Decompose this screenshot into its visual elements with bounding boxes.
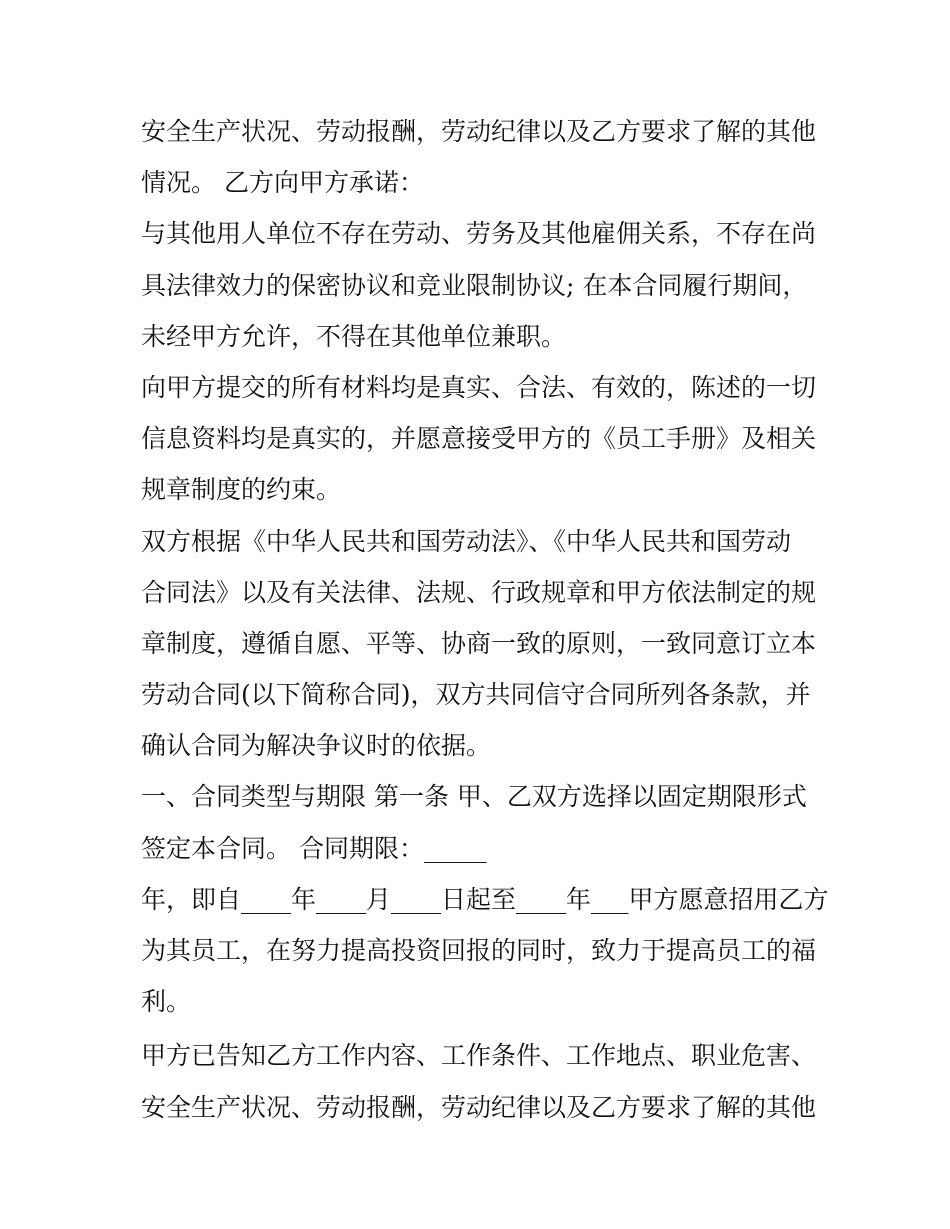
text-line: 合同法》以及有关法律、法规、行政规章和甲方依法制定的规 [141,577,817,607]
text-line: 安全生产状况、劳动报酬，劳动纪律以及乙方要求了解的其他 [141,1092,817,1122]
text-line: 安全生产状况、劳动报酬，劳动纪律以及乙方要求了解的其他 [141,117,817,146]
text-line: 确认合同为解决争议时的依据。 [141,731,492,761]
text-line: 与其他用人单位不存在劳动、劳务及其他雇佣关系，不存在尚 [141,219,817,249]
text-line: 规章制度的约束。 [141,475,342,505]
text-line: 签定本合同。 合同期限：_____ [141,833,487,863]
text-line: 双方根据《中华人民共和国劳动法》、《中华人民共和国劳动 [141,526,792,556]
text-line: 章制度，遵循自愿、平等、协商一致的原则，一致同意订立本 [141,628,817,658]
text-line: 劳动合同(以下简称合同)，双方共同信守合同所列各条款，并 [141,680,811,710]
text-line: 为其员工，在努力提高投资回报的同时，致力于提高员工的福 [141,936,817,965]
text-line: 未经甲方允许，不得在其他单位兼职。 [141,321,567,351]
text-line: 一、合同类型与期限 第一条 甲、乙双方选择以固定期限形式 [141,782,807,812]
text-line: 信息资料均是真实的，并愿意接受甲方的《员工手册》及相关 [141,424,817,454]
text-line: 利。 [141,987,192,1017]
text-line: 具法律效力的保密协议和竞业限制协议; 在本合同履行期间， [141,270,808,300]
document-body [141,106,829,1133]
text-line: 年，即自____年____月____日起至____年___甲方愿意招用乙方 [141,884,829,914]
text-line: 情况。 乙方向甲方承诺： [141,168,424,198]
text-line: 甲方已告知乙方工作内容、工作条件、工作地点、职业危害、 [141,1041,817,1071]
text-line: 向甲方提交的所有材料均是真实、合法、有效的，陈述的一切 [141,372,817,402]
